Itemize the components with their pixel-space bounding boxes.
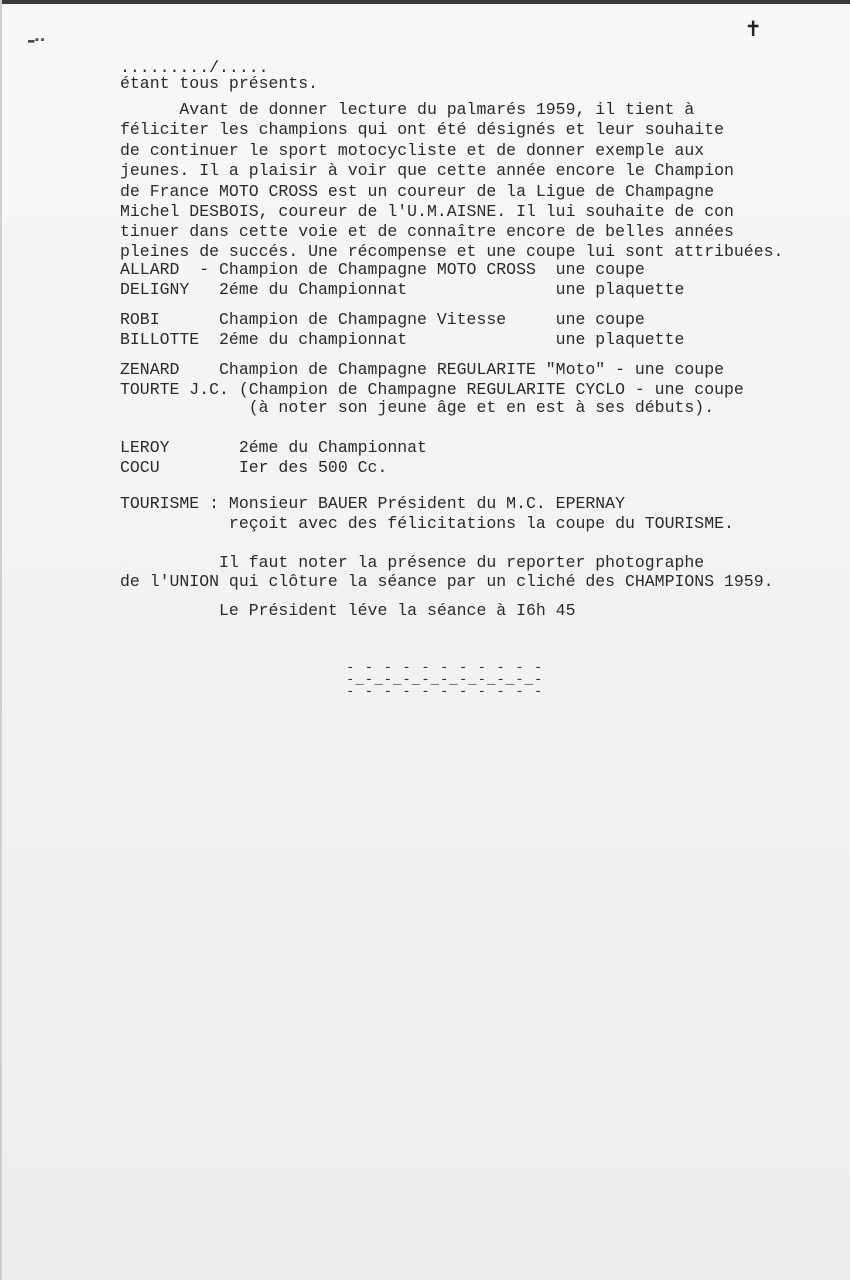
intro-line: Michel DESBOIS, coureur de l'U.M.AISNE. Il lui souhaite de con <box>120 202 734 221</box>
award-line: DELIGNY 2éme du Championnat une plaquette <box>120 280 685 299</box>
separator-line: - - - - - - - - - - - <box>346 660 544 676</box>
separator-line: -_-_-_-_-_-_-_-_-_-_- <box>346 672 544 688</box>
tourisme-line: TOURISME : Monsieur BAUER Président du M.C. EPERNAY <box>120 494 625 513</box>
handwritten-mark: ✝ <box>746 17 761 44</box>
ink-mark: ▬▪▪ <box>28 35 45 47</box>
award-line: (à noter son jeune âge et en est à ses débuts). <box>120 398 715 417</box>
award-line: COCU Ier des 500 Cc. <box>120 458 388 477</box>
intro-line: féliciter les champions qui ont été désignés et leur souhaite <box>120 120 724 139</box>
intro-line: jeunes. Il a plaisir à voir que cette année encore le Champion <box>120 161 734 180</box>
award-line: LEROY 2éme du Championnat <box>120 438 427 457</box>
tourisme-line: reçoit avec des félicitations la coupe du TOURISME. <box>120 514 734 533</box>
closing-line: Le Président léve la séance à I6h 45 <box>120 601 576 620</box>
intro-line: de France MOTO CROSS est un coureur de la Ligue de Champagne <box>120 182 715 201</box>
header-line: étant tous présents. <box>120 74 319 93</box>
separator-line: - - - - - - - - - - - <box>346 684 544 700</box>
award-line: BILLOTTE 2éme du championnat une plaquette <box>120 330 685 349</box>
intro-line: tinuer dans cette voie et de connaître encore de belles années <box>120 222 734 241</box>
award-line: ROBI Champion de Champagne Vitesse une coupe <box>120 310 645 329</box>
header-dots: ........./..... <box>120 58 269 77</box>
closing-line: Il faut noter la présence du reporter photographe <box>120 553 705 572</box>
intro-line: Avant de donner lecture du palmarés 1959, il tient à <box>120 100 695 119</box>
award-line: ALLARD - Champion de Champagne MOTO CROSS une coupe <box>120 260 645 279</box>
award-line: TOURTE J.C. (Champion de Champagne REGULARITE CYCLO - une coupe <box>120 380 744 399</box>
intro-line: de continuer le sport motocycliste et de donner exemple aux <box>120 141 705 160</box>
intro-line: pleines de succés. Une récompense et une coupe lui sont attribuées. <box>120 242 784 261</box>
award-line: ZENARD Champion de Champagne REGULARITE "Moto" - une coupe <box>120 360 724 379</box>
closing-line: de l'UNION qui clôture la séance par un cliché des CHAMPIONS 1959. <box>120 572 774 591</box>
